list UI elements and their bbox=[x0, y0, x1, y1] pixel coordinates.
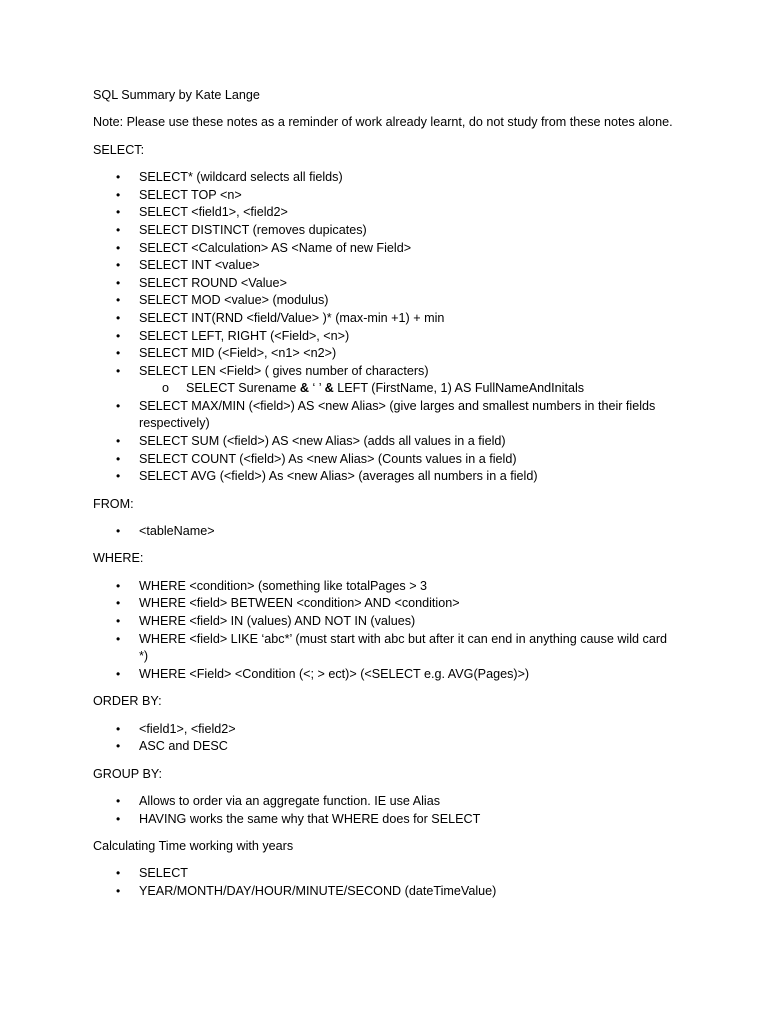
list-item: • WHERE <condition> (something like totalPages > 3 bbox=[93, 578, 673, 596]
list-item: • SELECT MID (<Field>, <n1> <n2>) bbox=[93, 345, 673, 363]
bullet-icon: • bbox=[116, 328, 121, 343]
bullet-icon: • bbox=[116, 631, 121, 646]
list-item: • YEAR/MONTH/DAY/HOUR/MINUTE/SECOND (dateTimeValue) bbox=[93, 883, 673, 901]
bullet-icon: • bbox=[116, 258, 121, 273]
list-item: • <field1>, <field2> bbox=[93, 721, 673, 739]
bullet-icon: • bbox=[116, 275, 121, 290]
select-heading: SELECT: bbox=[93, 142, 145, 157]
bullet-icon: • bbox=[116, 170, 121, 185]
list-item: • SELECT MAX/MIN (<field>) AS <new Alias> (give larges and smallest numbers in their fields respectively) bbox=[116, 398, 656, 431]
list-item: • SELECT TOP <n> bbox=[93, 187, 673, 205]
list-item: • SELECT DISTINCT (removes dupicates) bbox=[93, 222, 673, 240]
note-paragraph: Note: Please use these notes as a reminder of work already learnt, do not study from these notes alone. bbox=[93, 115, 673, 130]
list-item: • <tableName> bbox=[93, 523, 673, 541]
document-page bbox=[93, 87, 673, 910]
from-list bbox=[93, 523, 673, 541]
list-item: • Allows to order via an aggregate function. IE use Alias bbox=[93, 793, 673, 811]
bullet-icon: • bbox=[116, 721, 121, 736]
group-by-heading: GROUP BY: bbox=[93, 766, 163, 781]
list-item: • WHERE <field> IN (values) AND NOT IN (values) bbox=[93, 613, 673, 631]
sub-bullet-icon: o bbox=[162, 381, 170, 396]
bullet-icon: • bbox=[116, 240, 121, 255]
list-item: • WHERE <Field> <Condition (<; > ect)> (<SELECT e.g. AVG(Pages)>) bbox=[93, 666, 673, 684]
select-list bbox=[93, 169, 673, 486]
group-by-list bbox=[93, 793, 673, 828]
bullet-icon: • bbox=[116, 434, 121, 449]
document-title: SQL Summary by Kate Lange bbox=[93, 88, 260, 102]
list-item: • SELECT AVG (<field>) As <new Alias> (averages all numbers in a field) bbox=[93, 468, 673, 486]
bullet-icon: • bbox=[116, 363, 121, 378]
bullet-icon: • bbox=[116, 811, 121, 826]
bullet-icon: • bbox=[116, 187, 121, 202]
list-item: • SELECT INT <value> bbox=[93, 257, 673, 275]
bullet-icon: • bbox=[116, 469, 121, 484]
list-item: • HAVING works the same why that WHERE does for SELECT bbox=[93, 811, 673, 829]
bullet-icon: • bbox=[116, 293, 121, 308]
bullet-icon: • bbox=[116, 205, 121, 220]
bullet-icon: • bbox=[116, 666, 121, 681]
time-list bbox=[93, 865, 673, 900]
list-item: • SELECT* (wildcard selects all fields) bbox=[93, 169, 673, 187]
list-item: • SELECT COUNT (<field>) As <new Alias> (Counts values in a field) bbox=[93, 451, 673, 469]
sub-list-item: o SELECT Surename & ‘ ’ & LEFT (FirstName, 1) AS FullNameAndInitals bbox=[139, 380, 673, 398]
bullet-icon: • bbox=[116, 222, 121, 237]
where-list bbox=[93, 578, 673, 684]
where-heading: WHERE: bbox=[93, 551, 144, 566]
bullet-icon: • bbox=[116, 793, 121, 808]
list-item: • SELECT ROUND <Value> bbox=[93, 275, 673, 293]
bullet-icon: • bbox=[116, 883, 121, 898]
time-heading: Calculating Time working with years bbox=[93, 838, 294, 853]
bullet-icon: • bbox=[116, 596, 121, 611]
list-item: • SELECT bbox=[93, 865, 673, 883]
bullet-icon: • bbox=[116, 739, 121, 754]
list-item: • ASC and DESC bbox=[93, 738, 673, 756]
list-item: • SELECT SUM (<field>) AS <new Alias> (adds all values in a field) bbox=[93, 433, 673, 451]
bullet-icon: • bbox=[116, 578, 121, 593]
bullet-icon: • bbox=[116, 346, 121, 361]
from-heading: FROM: bbox=[93, 496, 134, 511]
list-item: • SELECT LEFT, RIGHT (<Field>, <n>) bbox=[93, 328, 673, 346]
list-item: • WHERE <field> BETWEEN <condition> AND <condition> bbox=[93, 595, 673, 613]
list-item: • WHERE <field> LIKE ‘abc*’ (must start with abc but after it can end in anything cause wild card *) bbox=[116, 631, 668, 664]
bullet-icon: • bbox=[116, 451, 121, 466]
list-item: • SELECT <Calculation> AS <Name of new Field> bbox=[93, 240, 673, 258]
list-item: • SELECT MOD <value> (modulus) bbox=[93, 292, 673, 310]
order-by-list bbox=[93, 721, 673, 756]
bullet-icon: • bbox=[116, 398, 121, 413]
bullet-icon: • bbox=[116, 524, 121, 539]
bullet-icon: • bbox=[116, 866, 121, 881]
list-item: • SELECT LEN <Field> ( gives number of characters) o SELECT Surename & ‘ ’ & LEFT (FirstName, 1) AS FullNameAndInitals bbox=[93, 363, 673, 398]
list-item: • SELECT <field1>, <field2> bbox=[93, 204, 673, 222]
bullet-icon: • bbox=[116, 614, 121, 629]
order-by-heading: ORDER BY: bbox=[93, 694, 162, 709]
list-item: • SELECT INT(RND <field/Value> )* (max-min +1) + min bbox=[93, 310, 673, 328]
bullet-icon: • bbox=[116, 310, 121, 325]
sub-list bbox=[139, 380, 673, 398]
